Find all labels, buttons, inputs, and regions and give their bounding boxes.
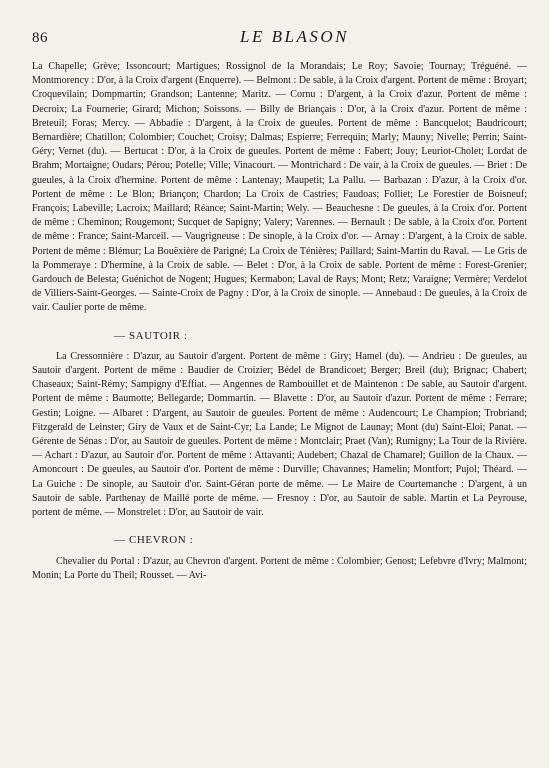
- page-header: [32, 24, 527, 48]
- paragraph-sautoir: La Cressonnière : D'azur, au Sautoir d'argent. Portent de même : Giry; Hamel (du). — Andrieu : De gueules, au Sautoir d'argent. Portent de même : Baudier de Croizier; Bédel de Brandicoet; Berger; Breil (du); Brignac; Chabert; Chaseaux; Saint-Rémy; Sampigny d'Effiat. — Angennes de Rambouillet et de Maintenon : De sable, au Sautoir d'argent. Portent de même : Baumotte; Bellegarde; Dommartin. — Blavette : D'or, au Sautoir d'azur. Portent de même : Ferrare; Gestin; Loigne. — Albaret : D'argent, au Sautoir de gueules. Portent de même : Audencourt; Le Champion; Trobriand; Fitzgerald de Leinster; Giry de Vaux et de Saint-Cyr; La Lande; Le Mignot de Launay; Mont (du) Saint-Eloi; Panat. — Gérente de Sénas : D'or, au Sautoir de gueules. Portent de même : Montclair; Praet (Van); Rumigny; La Tour de la Rivière. — Achart : D'azur, au Sautoir d'or. Portent de même : Attavanti; Audebert; Chazal de Chamarel; Guillon de la Chaux. — Amoncourt : De gueules, au Sautoir d'or. Portent de même : Durville; Chavannes; Hamelin; Montfort; Pujol; Théard. — La Guiche : De sinople, au Sautoir d'or. Saint-Géran porte de même. — Le Maire de Courtemanche : D'argent, à un Sautoir de sable. Parthenay de Maillé porte de même. — Fresnoy : D'or, au Sautoir de sable. Martin et La Peyrouse, portent de même. — Monstrelet : D'or, au Sautoir de vair.: [32, 350, 527, 519]
- running-title: LE BLASON: [240, 27, 349, 46]
- body-text: [32, 60, 527, 583]
- page-number: 86: [32, 30, 48, 46]
- section-title-chevron: — CHEVRON :: [114, 534, 194, 547]
- paragraph-croix: La Chapelle; Grève; Issoncourt; Martigues; Rossignol de la Morandais; Le Roy; Savoie; Tournay; Tréguéné. — Montmorency : D'or, à la Croix d'argent (Enquerre). — Belmont : De sable, à la Croix d'argent. Portent de même : Broyart; Croquevilain; Dompmartin; Grandson; Lantenne; Maritz. — Cornu : D'argent, à la Croix d'azur. Portent de même : Decroix; La Fournerie; Girard; Michon; Soissons. — Billy de Briançais : D'or, à la Croix d'azur. Portent de même : Breteuil; Foras; Mercy. — Abbadie : D'argent, à la Croix de gueules. Portent de même : Bancquelot; Baudricourt; Bernardière; Chatillon; Colombier; Couchet; Croisy; Dalmas; Espierre; Ferrequin; Marly; Mauny; Nivelle; Perrin; Saint-Géry; Vernet (du). — Bertucat : D'or, à la Croix de gueules. Portent de même : Fabert; Jouy; Leuriot-Cholet; Lordat de Brahm; Mortaigne; Oudars; Pérou; Potelle; Ville; Vinacourt. — Montrichard : De vair, à la Croix de gueules. — Briet : De gueules, à la Croix d'hermine. Portent de même : Lantenay; Maupetit; La Pallu. — Barbazan : D'azur, à la Croix d'or. Portent de même : Le Blon; Briançon; Chardon; La Croix de Castries; Faudoas; Folliet; Le Forestier de Boisneuf; François; Labeville; Lacroix; Maillard; Réance; Saint-Martin; Wely. — Beauchesne : De gueules, à la Croix d'or. Portent de même : Cheminon; Rougemont; Sucquet de Sapigny; Valery; Varennes. — Bernault : De sable, à la Croix d'or. Portent de même : France; Saint-Marceil. — Vaugrigneuse : De sinople, à la Croix d'or. — Arnay : D'argent, à la Croix de sable. Portent de même : Blémur; La Bouëxière de Parigné; La Croix de Ténières; Paillard; Saint-Martin du Raval. — Le Gris de la Pommeraye : D'hermine, à la Croix de sable. — Belet : D'or, à la Croix de sable. Portent de même : Forest-Grenier; Gardouch de Belesta; Guénichot de Nogent; Hugues; Kermabon; Laval de Rays; Mont; Retz; Varaigne; Vermère; Verdelot de Villiers-Saint-Georges. — Sainte-Croix de Pagny : D'or, à la Croix de sinople. — Annebaud : De gueules, à la Croix de vair. Caulier porte de même.: [32, 61, 527, 314]
- section-title-sautoir: — SAUTOIR :: [114, 329, 188, 342]
- paragraph-chevron: Chevalier du Portal : D'azur, au Chevron d'argent. Portent de même : Colombier; Genost; Lefebvre d'Ivry; Malmont; Monin; La Porte du Theil; Rousset. — Avi-: [32, 555, 527, 581]
